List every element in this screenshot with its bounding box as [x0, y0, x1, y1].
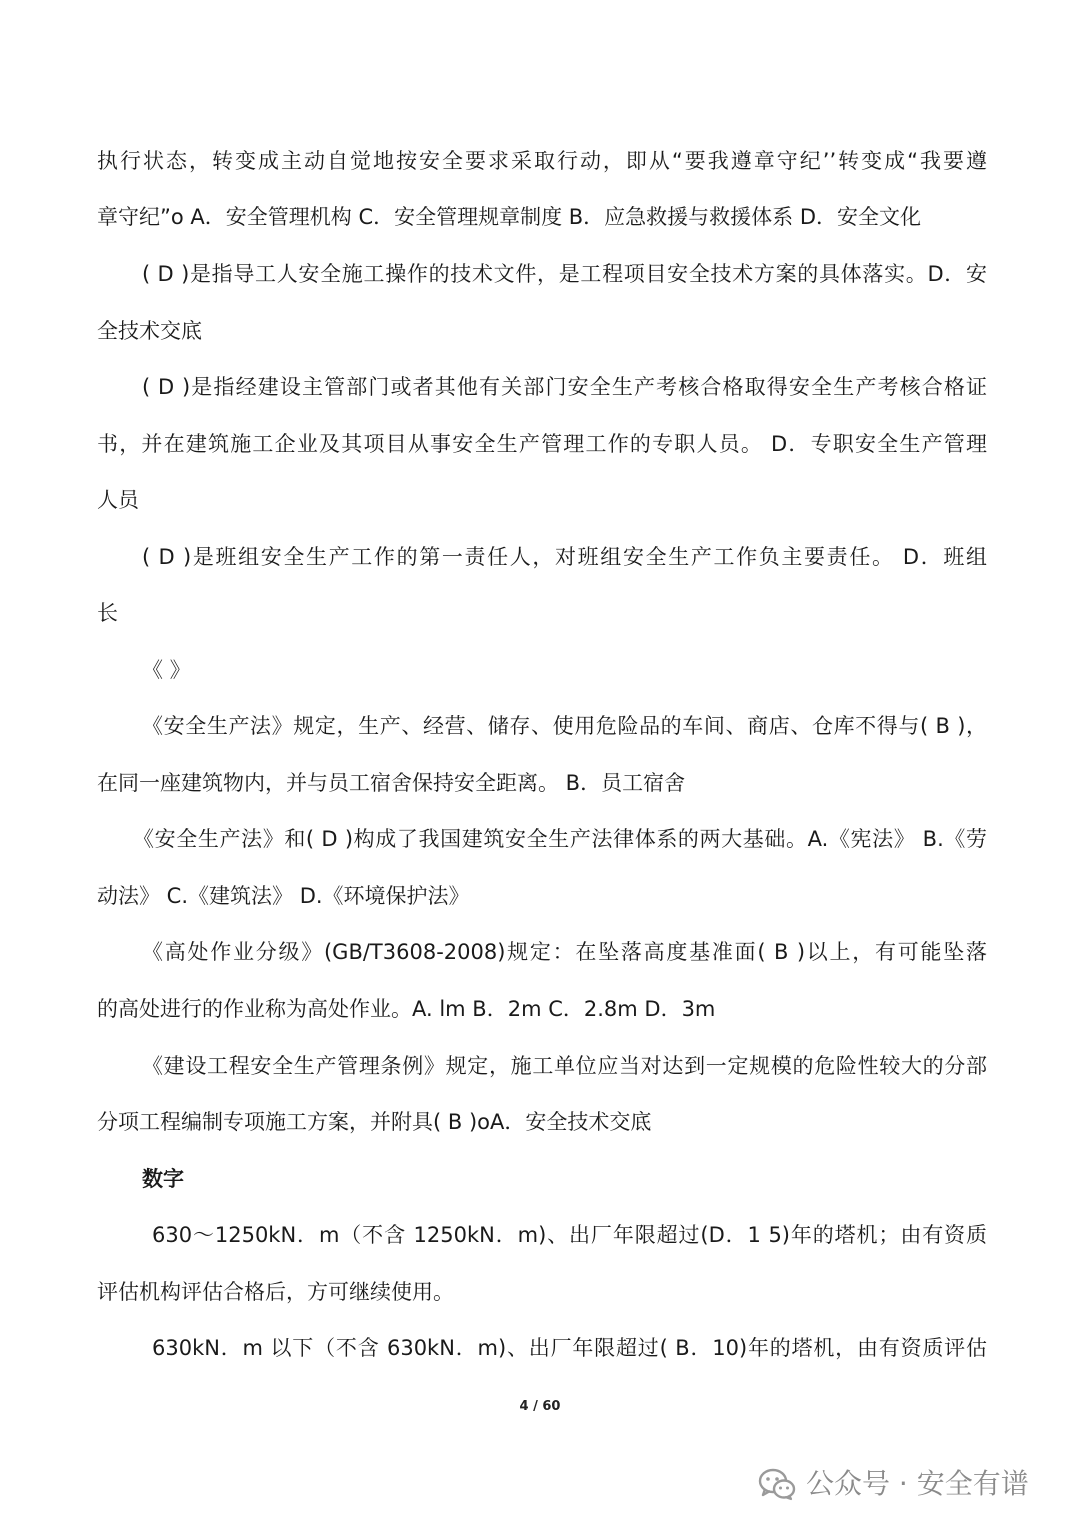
wechat-icon: [758, 1467, 796, 1501]
text-line: 执行状态，转变成主动自觉地按安全要求采取行动，即从“要我遵章守纪’’转变成“我要遵: [97, 149, 987, 173]
text-line: 《建设工程安全生产管理条例》规定，施工单位应当对达到一定规模的危险性较大的分部: [142, 1054, 987, 1078]
text-line: 章守纪”o A．安全管理机构 C．安全管理规章制度 B．应急救援与救援体系 D．安全文化: [97, 205, 922, 229]
text-line: 评估机构评估合格后，方可继续使用。: [97, 1280, 454, 1304]
text-line: 在同一座建筑物内，并与员工宿舍保持安全距离。 B．员工宿舍: [97, 771, 686, 795]
text-line: 630kN．m 以下（不含 630kN．m)、出厂年限超过( B．10)年的塔机，由有资质评估: [152, 1336, 987, 1360]
watermark: [758, 1464, 1029, 1504]
page-number: 4 / 60: [519, 1399, 561, 1414]
text-line: 分项工程编制专项施工方案，并附具( B )oA．安全技术交底: [97, 1110, 652, 1134]
text-line: 长: [97, 601, 118, 625]
text-line: 《安全生产法》和( D )构成了我国建筑安全生产法律体系的两大基础。A.《宪法》 B.《劳: [133, 827, 987, 851]
text-line: ( D )是指经建设主管部门或者其他有关部门安全生产考核合格取得安全生产考核合格证: [142, 375, 987, 399]
text-line: 《安全生产法》规定，生产、经营、储存、使用危险品的车间、商店、仓库不得与( B )，: [142, 714, 987, 738]
text-line: 全技术交底: [97, 319, 202, 343]
text-line: 630～1250kN．m（不含 1250kN．m)、出厂年限超过(D．1 5)年的塔机；由有资质: [152, 1223, 987, 1247]
text-line: 动法》 C.《建筑法》 D.《环境保护法》: [97, 884, 470, 908]
text-line: ( D )是指导工人安全施工操作的技术文件，是工程项目安全技术方案的具体落实。D．安: [142, 262, 987, 286]
section-heading: 数字: [142, 1167, 184, 1191]
text-line: 人员: [97, 488, 139, 512]
watermark-text: 公众号 · 安全有谱: [806, 1467, 1029, 1500]
text-line: 书，并在建筑施工企业及其项目从事安全生产管理工作的专职人员。 D．专职安全生产管理: [97, 432, 987, 456]
section-heading: 《 》: [142, 658, 191, 682]
text-line: 的高处进行的作业称为高处作业。A. lm B．2m C．2.8m D．3m: [97, 997, 716, 1021]
text-line: ( D )是班组安全生产工作的第一责任人，对班组安全生产工作负主要责任。 D．班组: [142, 545, 987, 569]
text-line: 《高处作业分级》(GB/T3608-2008)规定：在坠落高度基准面( B )以上，有可能坠落: [142, 940, 987, 964]
